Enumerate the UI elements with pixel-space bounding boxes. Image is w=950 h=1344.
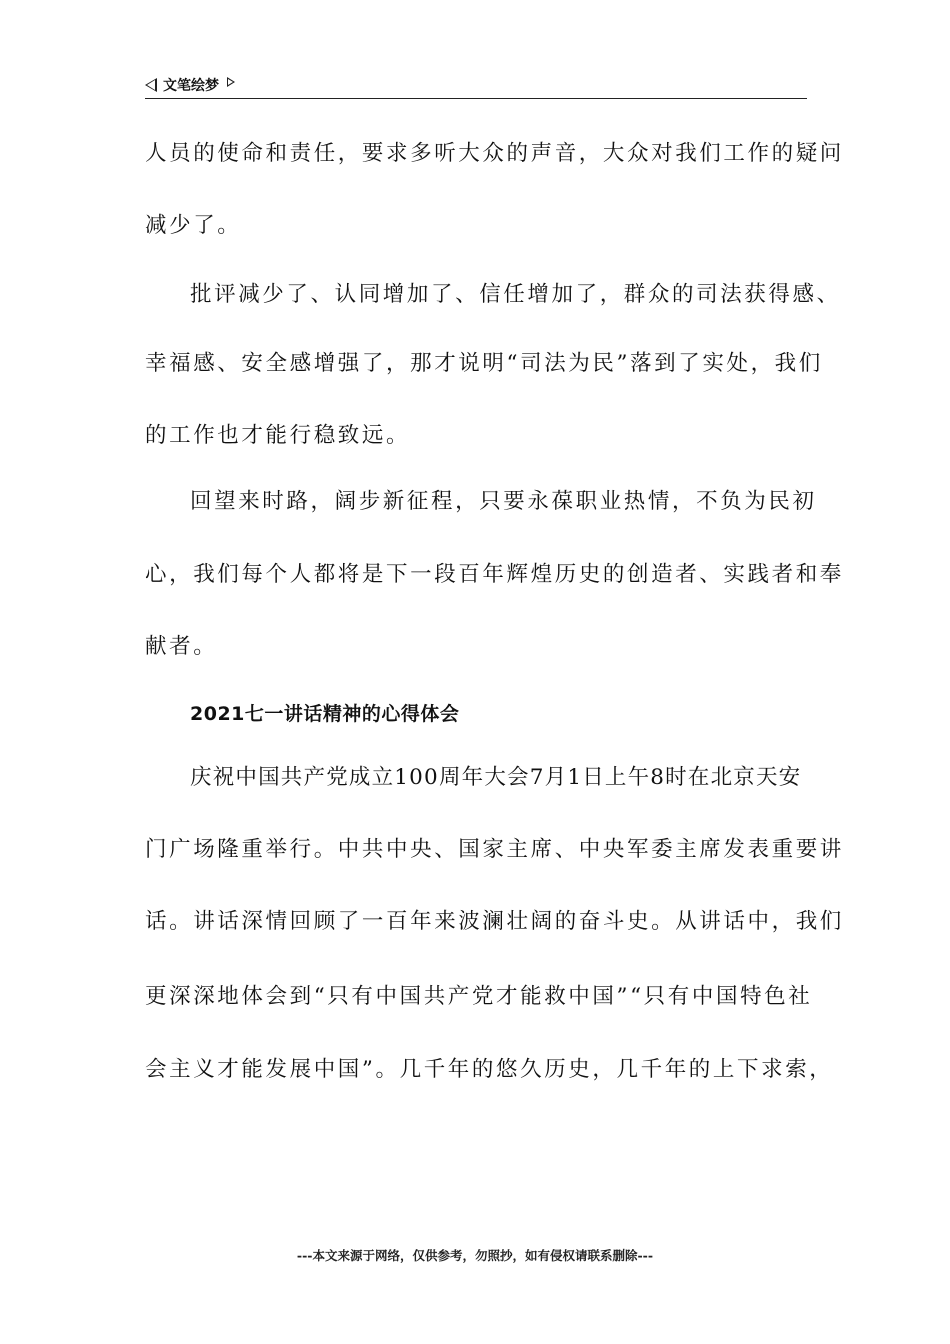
text-line: 批评减少了、认同增加了、信任增加了，群众的司法获得感、 (190, 282, 841, 307)
page-header (145, 72, 807, 99)
text-line: 献者。 (145, 634, 218, 659)
text-line: 心，我们每个人都将是下一段百年辉煌历史的创造者、实践者和奉 (145, 562, 844, 587)
text-line: 人员的使命和责任，要求多听大众的声音，大众对我们工作的疑问 (145, 141, 844, 166)
text-line: 回望来时路，阔步新征程，只要永葆职业热情，不负为民初 (190, 489, 817, 514)
text-line: 庆祝中国共产党成立100周年大会7月1日上午8时在北京天安 (190, 765, 802, 790)
text-line: 减少了。 (145, 213, 242, 238)
text-line: 门广场隆重举行。中共中央、国家主席、中央军委主席发表重要讲 (145, 837, 844, 862)
footer-disclaimer: ---本文来源于网络，仅供参考，勿照抄，如有侵权请联系删除--- (296, 1248, 654, 1263)
section-heading: 2021七一讲话精神的心得体会 (190, 703, 460, 725)
header-title: 文笔绘梦 (163, 78, 219, 94)
triangle-right-icon (227, 77, 235, 87)
text-line: 更深深地体会到“只有中国共产党才能救中国”“只有中国特色社 (145, 984, 813, 1009)
text-line: 话。讲话深情回顾了一百年来波澜壮阔的奋斗史。从讲话中，我们 (145, 909, 844, 934)
text-line: 的工作也才能行稳致远。 (145, 423, 411, 448)
text-line: 会主义才能发展中国”。几千年的悠久历史，几千年的上下求索， (145, 1057, 834, 1082)
triangle-left-icon (145, 78, 157, 92)
text-line: 幸福感、安全感增强了，那才说明“司法为民”落到了实处，我们 (145, 351, 823, 376)
